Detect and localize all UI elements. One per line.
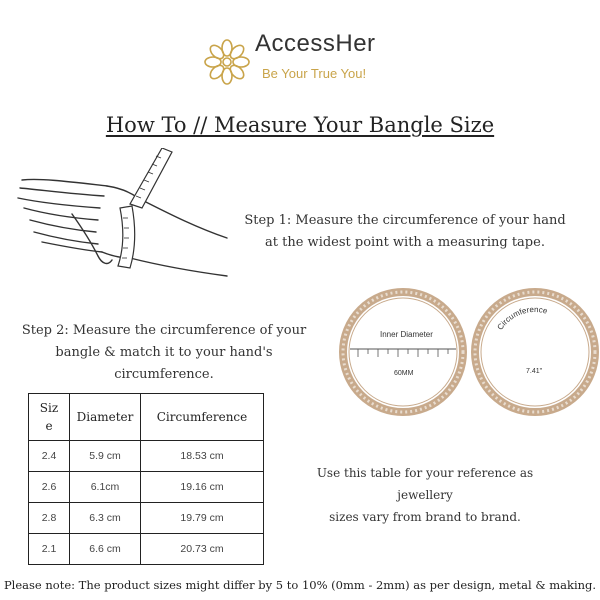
cell-circumference: 18.53 cm [141, 441, 264, 472]
step-2-line-1: Step 2: Measure the circumference of your [21, 323, 307, 338]
table-row [29, 472, 264, 503]
cell-size: 2.1 [29, 534, 70, 565]
header-size: Siz e [29, 394, 70, 441]
cell-size: 2.8 [29, 503, 70, 534]
brand-name: AccessHer [255, 30, 376, 57]
cell-diameter: 5.9 cm [70, 441, 141, 472]
header-circumference: Circumference [141, 394, 264, 441]
cell-diameter: 6.3 cm [70, 503, 141, 534]
footer-note: Please note: The product sizes might differ by 5 to 10% (0mm - 2mm) as per design, metal & making. [3, 578, 597, 592]
step-2-line-2: bangle & match it to your hand's circumference. [55, 345, 273, 382]
cell-size: 2.6 [29, 472, 70, 503]
bangle-circumference-diagram [470, 287, 600, 417]
cell-circumference: 20.73 cm [141, 534, 264, 565]
cell-circumference: 19.79 cm [141, 503, 264, 534]
step-1-line-2: at the widest point with a measuring tape. [265, 235, 545, 250]
hand-measuring-tape-illustration [12, 148, 237, 288]
brand-logo-icon [203, 38, 251, 86]
cell-diameter: 6.6 cm [70, 534, 141, 565]
table-header-row [29, 394, 264, 441]
reference-note [300, 462, 550, 528]
step-2-instruction [4, 320, 324, 386]
reference-note-line-1: Use this table for your reference as jewellery [316, 466, 534, 502]
cell-circumference: 19.16 cm [141, 472, 264, 503]
reference-note-line-2: sizes vary from brand to brand. [329, 510, 521, 524]
step-1-instruction [240, 210, 570, 254]
step-1-line-1: Step 1: Measure the circumference of your hand [244, 213, 566, 228]
header-diameter: Diameter [70, 394, 141, 441]
table-row [29, 503, 264, 534]
bangle-diameter-diagram [338, 287, 468, 417]
circumference-label: Circumference [495, 304, 549, 332]
inner-diameter-label: Inner Diameter [380, 330, 433, 339]
brand-tagline: Be Your True You! [262, 66, 367, 81]
diameter-value: 60MM [394, 370, 414, 377]
page-title: How To // Measure Your Bangle Size [105, 113, 495, 137]
cell-diameter: 6.1cm [70, 472, 141, 503]
table-row [29, 441, 264, 472]
table-row [29, 534, 264, 565]
size-chart-table [28, 393, 264, 565]
circumference-value: 7.41" [526, 368, 543, 375]
cell-size: 2.4 [29, 441, 70, 472]
